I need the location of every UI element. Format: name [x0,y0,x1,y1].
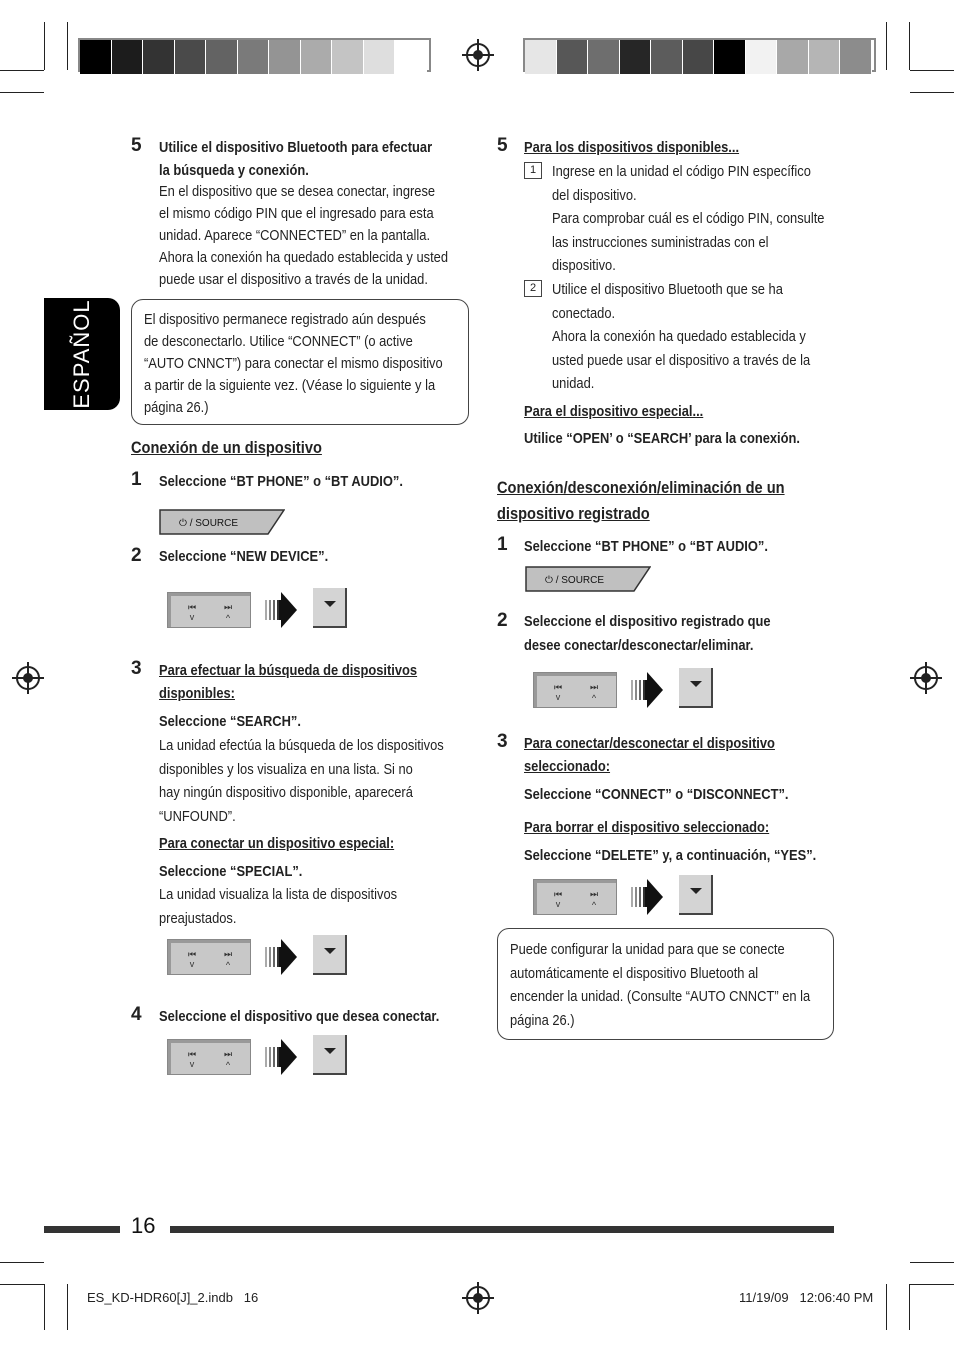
color-swatch [557,40,589,74]
crop-mark [910,1262,954,1263]
up-chevron-icon: ^ [591,693,597,703]
down-button[interactable] [313,935,347,975]
text-line: hay ningún dispositivo disponible, aparecerá [159,784,413,801]
registration-mark-icon [914,666,938,690]
down-chevron-icon: v [555,692,561,702]
skip-pad[interactable] [167,1039,251,1075]
text-line: del dispositivo. [552,186,637,204]
text-line: dispositivo. [552,257,616,274]
page-number: 16 [131,1213,156,1238]
color-swatch [206,40,238,74]
step-text: Utilice “OPEN’ o “SEARCH’ para la conexión. [524,430,800,447]
step-number: 3 [131,658,142,679]
prev-icon: ⏮ [187,1049,197,1059]
source-button[interactable] [525,566,651,592]
nav-control[interactable] [167,1039,349,1077]
step-select: Seleccione “CONNECT” o “DISCONNECT”. [524,786,789,803]
numbered-item-box: 2 [524,280,542,297]
skip-pad[interactable] [167,939,251,975]
text-line: las instrucciones suministradas con el [552,233,769,251]
color-swatch [525,40,557,74]
crop-mark [67,1284,68,1330]
text-line: Utilice el dispositivo Bluetooth que se ha [552,281,783,298]
crop-mark [910,70,954,71]
text-line: Puede configurar la unidad para que se conecte [510,941,785,958]
step-number: 1 [497,534,508,555]
crop-mark [44,22,45,70]
down-chevron-icon: v [189,959,195,969]
crop-mark [886,1284,887,1330]
down-button[interactable] [313,588,347,628]
sub-title: Para el dispositivo especial... [524,403,704,420]
next-icon: ⏭ [589,889,599,899]
down-button[interactable] [679,668,713,708]
step-title: Utilice el dispositivo Bluetooth para efectuar la búsqueda y conexión. [159,139,433,179]
skip-pad[interactable] [167,592,251,628]
section-title: Conexión/desconexión/eliminación de un dispositivo registrado [497,478,785,523]
sub-title: Para conectar un dispositivo especial: [159,835,395,852]
step-number: 2 [497,610,508,631]
color-swatch [143,40,175,74]
nav-control[interactable] [167,592,349,630]
step-number: 2 [131,545,142,566]
footer-rule [44,1226,120,1233]
crop-mark [909,22,910,70]
next-icon: ⏭ [589,682,599,692]
crop-mark [44,1284,45,1330]
step-body [159,734,469,828]
down-chevron-icon: v [189,612,195,622]
up-chevron-icon: ^ [591,900,597,910]
text-line: Para comprobar cuál es el código PIN, consulte [552,210,825,227]
step-title: Para conectar/desconectar el dispositivo seleccionado: [524,735,775,775]
text-line: unidad. [552,375,595,392]
right-arrow-icon [631,879,663,915]
note-text [510,938,837,1032]
step-body [159,883,469,930]
language-tab-label: ESPAÑOL [69,299,94,409]
color-swatch [777,40,809,74]
step-text: Seleccione “NEW DEVICE”. [159,548,329,565]
source-button[interactable] [159,509,285,535]
step-text: Seleccione “BT PHONE” o “BT AUDIO”. [524,538,768,555]
text-line: preajustados. [159,909,237,927]
text-line: “AUTO CNNCT”) para conectar el mismo dispositivo [144,355,443,372]
crop-mark [909,1284,910,1330]
text-line: La unidad efectúa la búsqueda de los dispositivos [159,737,444,754]
color-swatch [840,40,872,74]
text-line: Ahora la conexión ha quedado establecida y [552,328,806,345]
step-number: 3 [497,731,508,752]
next-icon: ⏭ [223,1049,233,1059]
footer-file: ES_KD-HDR60[J]_2.indb 16 [87,1290,259,1305]
color-swatch [238,40,270,74]
text-line: usted puede usar el dispositivo a través de la [552,351,811,369]
step-select: Seleccione “SPECIAL”. [159,863,303,880]
color-swatch [746,40,778,74]
color-swatch [301,40,333,74]
numbered-item-text [552,160,862,278]
up-chevron-icon: ^ [225,960,231,970]
footer-date: 11/19/09 12:06:40 PM [739,1290,874,1305]
section-title: Conexión de un dispositivo [131,438,322,457]
prev-icon: ⏮ [553,682,563,692]
up-chevron-icon: ^ [225,613,231,623]
crop-mark [0,1262,44,1263]
nav-control[interactable] [533,672,715,710]
next-icon: ⏭ [223,949,233,959]
color-calibration-bar [78,38,431,72]
down-chevron-icon: v [555,899,561,909]
text-line: automáticamente el dispositivo Bluetooth al [510,964,759,982]
note-text [144,309,471,419]
step-text: Seleccione el dispositivo que desea conectar. [159,1008,440,1025]
color-swatch [332,40,364,74]
crop-mark [886,22,887,70]
step-title: Para efectuar la búsqueda de dispositivos disponibles: [159,662,418,702]
step-number: 5 [497,135,508,156]
down-button[interactable] [313,1035,347,1075]
nav-control[interactable] [533,879,715,917]
right-arrow-icon [265,939,297,975]
skip-pad[interactable] [533,879,617,915]
crop-mark [0,92,44,93]
text-line: Ahora la conexión ha quedado establecida y usted [159,249,449,266]
sub-title: Para borrar el dispositivo seleccionado: [524,819,770,836]
step-select: Seleccione “SEARCH”. [159,713,301,730]
text-line: El dispositivo permanece registrado aún después [144,311,426,328]
down-chevron-icon: v [189,1059,195,1069]
text-line: En el dispositivo que se desea conectar, ingrese [159,183,436,200]
prev-icon: ⏮ [187,949,197,959]
text-line: La unidad visualiza la lista de dispositivos [159,886,398,903]
color-swatch [588,40,620,74]
color-swatch [395,40,427,74]
color-swatch [80,40,112,74]
info-note [131,299,469,425]
text-line: puede usar el dispositivo a través de la unidad. [159,271,428,288]
step-text: Seleccione “BT PHONE” o “BT AUDIO”. [159,473,403,490]
color-swatch [175,40,207,74]
color-swatch [364,40,396,74]
step-select: Seleccione “DELETE” y, a continuación, “YES”. [524,847,817,864]
step-number: 4 [131,1004,142,1025]
crop-mark [0,1284,44,1285]
step-number: 5 [131,135,142,156]
prev-icon: ⏮ [553,889,563,899]
numbered-item-text [552,278,862,396]
footer-rule [170,1226,834,1233]
crop-mark [910,92,954,93]
step-body [159,181,469,291]
crop-mark [0,70,44,71]
color-swatch [809,40,841,74]
text-line: el mismo código PIN que el ingresado para esta [159,205,434,222]
color-swatch [714,40,746,74]
step-title: Para los dispositivos disponibles... [524,139,740,156]
step-number: 1 [131,469,142,490]
prev-icon: ⏮ [187,602,197,612]
text-line: conectado. [552,304,616,322]
crop-mark [67,22,68,70]
step-text: Seleccione el dispositivo registrado que desee conectar/desconectar/eliminar. [524,613,771,654]
text-line: página 26.) [144,399,209,416]
crop-mark [910,1284,954,1285]
text-line: a partir de la siguiente vez. (Véase lo siguiente y la [144,377,436,394]
right-arrow-icon [265,1039,297,1075]
color-swatch [269,40,301,74]
info-note [497,928,834,1040]
text-line: página 26.) [510,1011,575,1029]
color-swatch [620,40,652,74]
next-icon: ⏭ [223,602,233,612]
color-swatch [651,40,683,74]
language-tab [44,298,120,410]
source-button-label: ⏻ / SOURCE [179,518,239,529]
text-line: disponibles y los visualiza en una lista. Si no [159,760,413,778]
right-arrow-icon [265,592,297,628]
color-calibration-bar [523,38,876,72]
nav-control[interactable] [167,939,349,977]
text-line: de desconectarlo. Utilice “CONNECT” (o active [144,333,413,350]
skip-pad[interactable] [533,672,617,708]
text-line: encender la unidad. (Consulte “AUTO CNNCT” en la [510,988,811,1005]
right-arrow-icon [631,672,663,708]
color-swatch [112,40,144,74]
registration-mark-icon [466,43,490,67]
text-line: “UNFOUND”. [159,807,236,825]
registration-mark-icon [16,666,40,690]
source-button-label: ⏻ / SOURCE [545,575,605,586]
registration-mark-icon [466,1286,490,1310]
up-chevron-icon: ^ [225,1060,231,1070]
text-line: Ingrese en la unidad el código PIN específico [552,163,811,180]
text-line: unidad. Aparece “CONNECTED” en la pantalla. [159,227,431,244]
color-swatch [683,40,715,74]
numbered-item-box: 1 [524,162,542,179]
down-button[interactable] [679,875,713,915]
